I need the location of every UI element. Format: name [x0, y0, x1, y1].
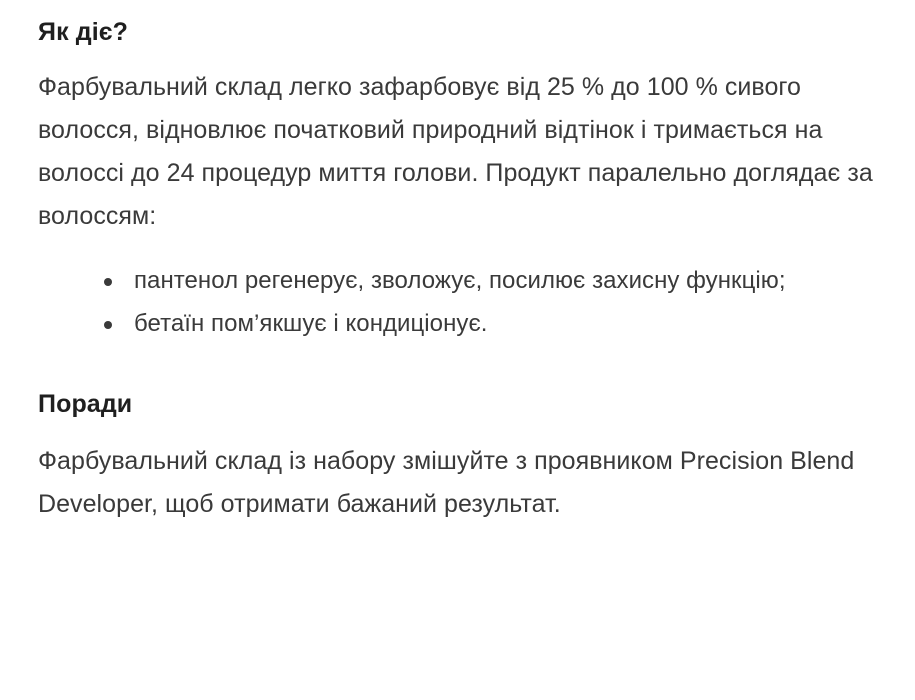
list-item: бетаїн пом’якшує і кондиціонує.	[96, 303, 875, 344]
list-item: пантенол регенерує, зволожує, посилює захисну функцію;	[96, 260, 875, 301]
section-paragraph-how-it-works: Фарбувальний склад легко зафарбовує від 25 % до 100 % сивого волосся, відновлює початковий природний відтінок і тримається на волоссі до 24 процедур миття голови. Продукт паралельно доглядає за волоссям:	[38, 73, 873, 230]
section-heading-how-it-works: Як діє?	[38, 18, 129, 46]
section-heading-tips: Поради	[38, 390, 133, 418]
section-paragraph-tips: Фарбувальний склад із набору змішуйте з проявником Precision Blend Developer, щоб отримати бажаний результат.	[38, 447, 855, 518]
benefits-list	[38, 260, 875, 344]
